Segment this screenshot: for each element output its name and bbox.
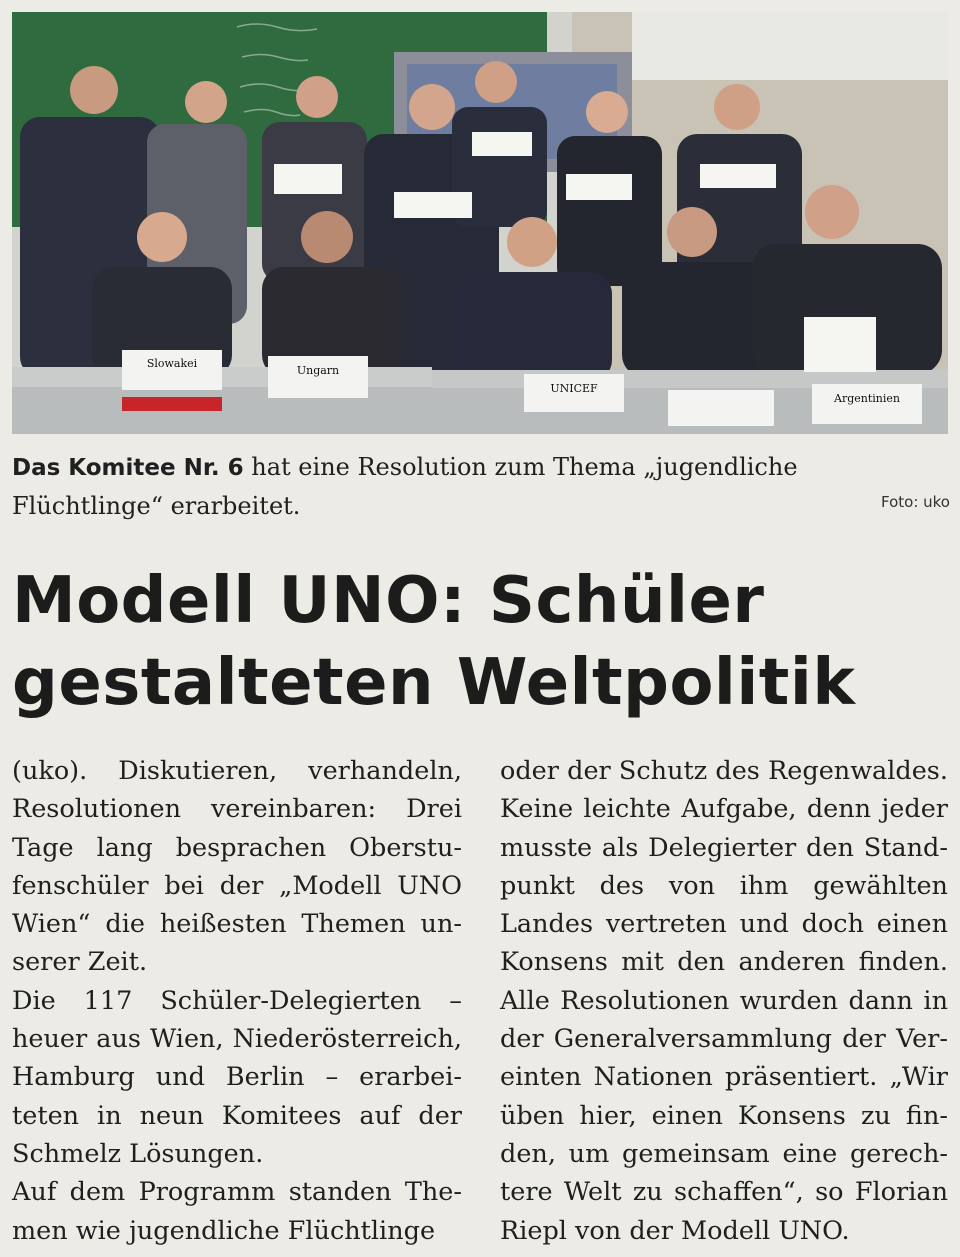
photo-credit: Foto: uko	[881, 493, 950, 511]
placard-slowakei: Slowakei	[146, 357, 198, 370]
placard-argentinien: Argentinien	[834, 392, 900, 405]
photo-caption	[12, 448, 948, 525]
caption-text: hat eine Resolution zum Thema „jugendliche Flüchtlinge“ erarbeitet.	[12, 453, 798, 520]
headline-line-1: Modell UNO: Schüler	[12, 564, 765, 638]
paragraph-program: Auf dem Programm standen Themen wie jugendliche Flüchtlinge	[12, 1177, 462, 1246]
paragraph-continuation: oder der Schutz des Regenwaldes. Keine leichte Aufgabe, denn jeder musste als Delegierter den Standpunkt des von ihm gewählten Landes vertreten und doch einen Konsens mit den anderen finden. Alle Resolutionen wurden dann in der Generalversammlung der Vereinten Nationen präsentiert. „Wir üben hier, einen Konsens zu finden, um gemeinsam eine gerechtere Welt zu schaffen“, so Florian Riepl von der Modell UNO.	[500, 756, 948, 1246]
placard-unicef: UNICEF	[550, 382, 598, 395]
group-photo	[12, 12, 948, 434]
article-headline	[12, 560, 948, 724]
paragraph-delegates: Die 117 Schüler-Delegierten – heuer aus Wien, Niederösterreich, Hamburg und Berlin – erarbeiteten in neun Komitees auf der Schmelz Lösungen.	[12, 985, 462, 1169]
paragraph-intro: (uko). Diskutieren, verhandeln, Resolutionen vereinbaren: Drei Tage lang besprachen Oberstufenschüler bei der „Modell UNO Wien“ die heißesten Themen unserer Zeit.	[12, 756, 462, 978]
article-column-right	[500, 752, 948, 1250]
article-column-left	[12, 752, 462, 1250]
headline-line-2: gestalteten Weltpolitik	[12, 646, 856, 720]
caption-bold-lead: Das Komitee Nr. 6	[12, 455, 244, 481]
placard-ungarn: Ungarn	[296, 364, 340, 377]
